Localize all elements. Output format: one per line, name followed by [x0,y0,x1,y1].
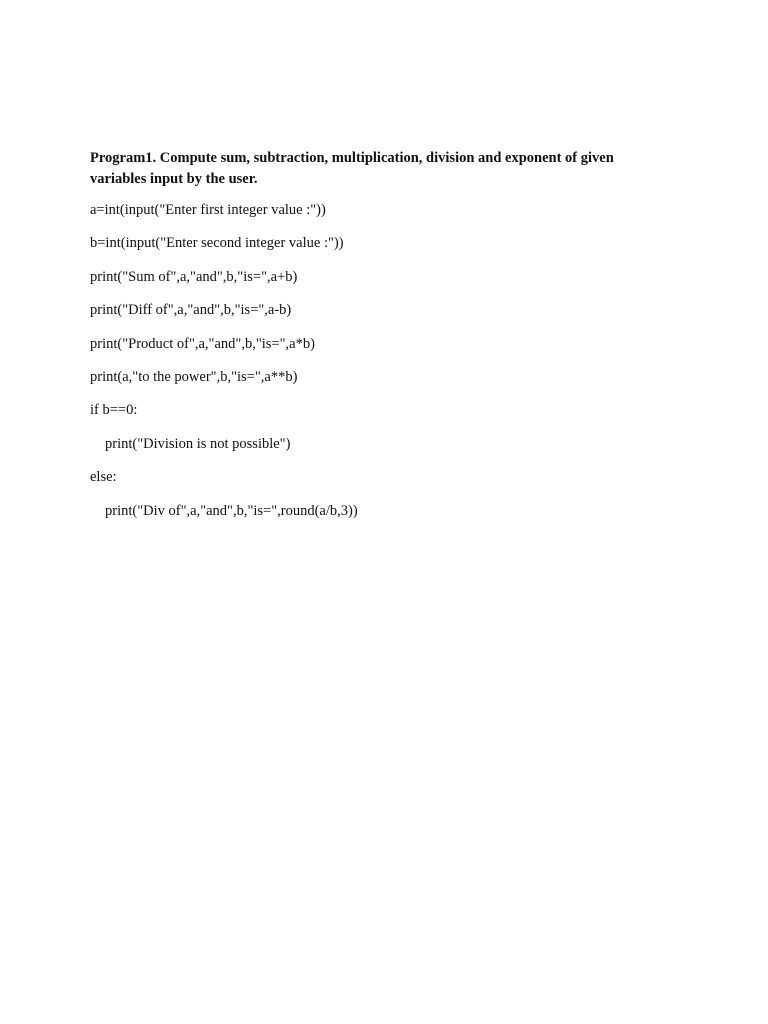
code-line-else: else: [90,469,117,486]
document-content [90,148,670,534]
code-line-print-product: print("Product of",a,"and",b,"is=",a*b) [90,335,315,352]
code-line-input-a: a=int(input("Enter first integer value :")) [90,202,326,218]
code-line-print-power: print(a,"to the power",b,"is=",a**b) [90,368,298,385]
code-line-print-div: print("Div of",a,"and",b,"is=",round(a/b,3)) [105,502,358,519]
code-line-print-sum: print("Sum of",a,"and",b,"is=",a+b) [90,268,298,285]
code-line-if: if b==0: [90,402,138,419]
program-heading: Program1. Compute sum, subtraction, multiplication, division and exponent of given variables input by the user. [90,150,614,187]
code-line-print-not-possible: print("Division is not possible") [105,435,291,452]
code-line-input-b: b=int(input("Enter second integer value :")) [90,235,344,252]
code-line-print-diff: print("Diff of",a,"and",b,"is=",a-b) [90,302,292,319]
